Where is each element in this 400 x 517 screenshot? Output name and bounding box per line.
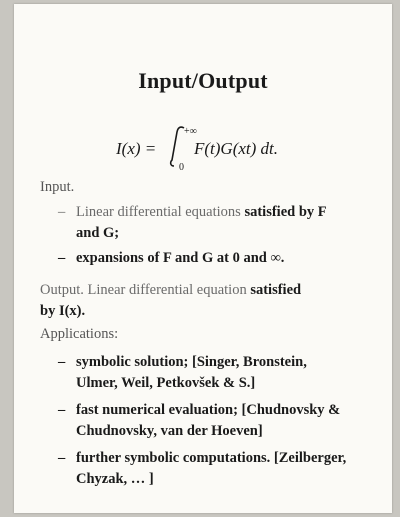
slide-page	[14, 4, 392, 513]
integral-formula-svg	[14, 122, 392, 174]
input-item-1-grey: Linear differential equations	[76, 204, 241, 220]
input-item-1	[58, 202, 358, 244]
applications-heading: Applications:	[40, 326, 119, 342]
formula-lhs: I(x) =	[116, 139, 157, 158]
input-item-2	[58, 248, 358, 269]
app-item-1-line1: symbolic solution; [Singer, Bronstein,	[76, 354, 307, 370]
app-item-2	[58, 400, 358, 442]
integral-formula	[14, 122, 392, 174]
app-item-3-line2: Chyzak, … ]	[76, 471, 154, 487]
app-item-1	[58, 352, 358, 394]
bullet-dash: –	[58, 402, 66, 418]
app-item-3	[58, 448, 358, 490]
slide-title: Input/Output	[138, 68, 268, 93]
integral-sign	[171, 127, 184, 166]
input-heading: Input.	[40, 179, 75, 195]
app-item-3-line1: further symbolic computations. [Zeilberger,	[76, 450, 347, 466]
output-heading-dark: satisfied	[250, 282, 302, 298]
input-item-1-line2: and G;	[76, 225, 120, 241]
app-item-1-line2: Ulmer, Weil, Petkovšek & S.]	[76, 375, 256, 391]
formula-lower-limit: 0	[179, 162, 184, 173]
output-line2: by I(x).	[40, 303, 86, 319]
app-item-2-line1: fast numerical evaluation; [Chudnovsky &	[76, 402, 341, 418]
bullet-dash: –	[58, 354, 66, 370]
formula-upper-limit: +∞	[184, 126, 197, 137]
input-item-2-text: expansions of F and G at 0 and ∞.	[76, 250, 285, 266]
bullet-dash: –	[58, 204, 66, 220]
bullet-dash: –	[58, 450, 66, 466]
input-item-1-dark: satisfied by F	[244, 204, 327, 220]
bullet-dash: –	[58, 250, 66, 266]
output-heading-grey: Output. Linear differential equation	[40, 282, 247, 298]
app-item-2-line2: Chudnovsky, van der Hoeven]	[76, 423, 263, 439]
formula-integrand: F(t)G(xt) dt.	[194, 139, 279, 158]
output-block	[40, 280, 370, 322]
